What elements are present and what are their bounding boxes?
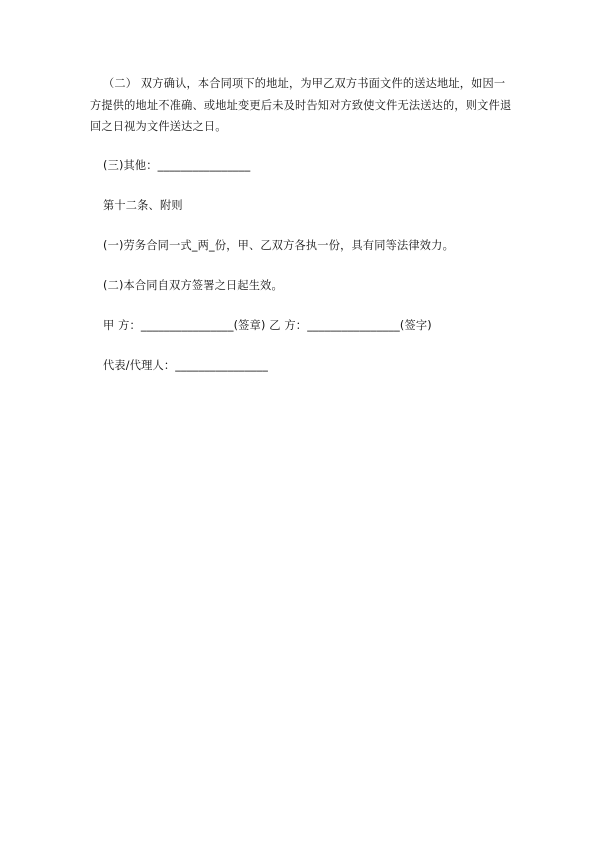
paragraph-2-line-1: （二） 双方确认，本合同项下的地址，为甲乙双方书面文件的送达地址，如因一 <box>103 77 506 90</box>
effective-clause: (二)本合同自双方签署之日起生效。 <box>103 279 283 292</box>
other-clause: (三)其他：________________ <box>103 159 251 172</box>
copies-clause: (一)劳务合同一式_两_份，甲、乙双方各执一份，具有同等法律效力。 <box>103 239 454 252</box>
article-12-heading: 第十二条、附则 <box>103 199 183 212</box>
paragraph-2-line-3: 回之日视为文件送达之日。 <box>90 120 227 133</box>
signature-line: 甲 方：________________(签章) 乙 方：________________(签字) <box>103 319 432 332</box>
paragraph-2-line-2: 方提供的地址不准确、或地址变更后未及时告知对方致使文件无法送达的，则文件退 <box>90 99 512 112</box>
representative-line: 代表/代理人：________________ <box>103 359 268 372</box>
